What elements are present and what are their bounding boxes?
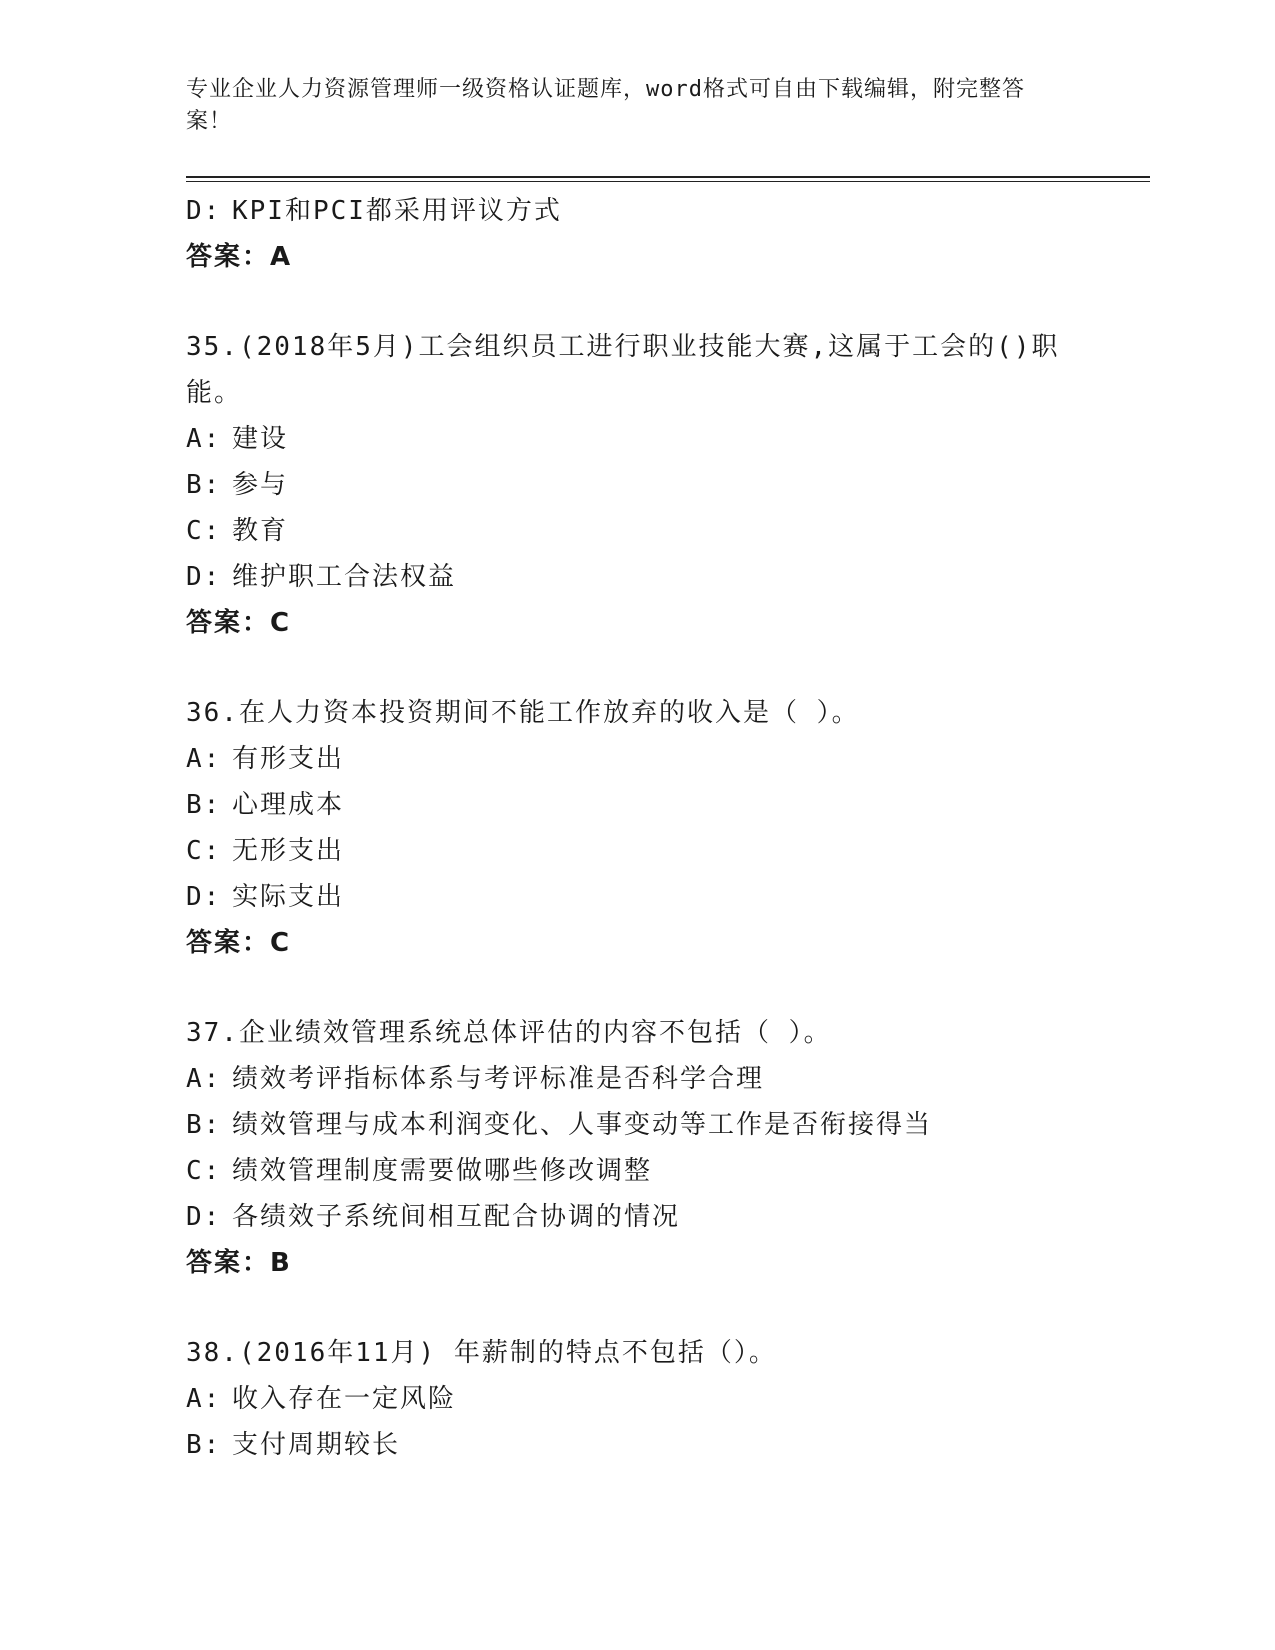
option-text: 参与	[232, 470, 289, 500]
option-text: 收入存在一定风险	[232, 1384, 457, 1414]
option-text: KPI和PCI都采用评议方式	[232, 196, 562, 226]
option-c	[186, 828, 1086, 874]
answer-line: 答案：B	[186, 1248, 292, 1278]
option-text: 无形支出	[232, 836, 345, 866]
option-text: 教育	[232, 516, 289, 546]
header-divider	[186, 176, 1150, 178]
option-key: D:	[186, 882, 222, 912]
option-text: 绩效管理制度需要做哪些修改调整	[232, 1156, 653, 1186]
option-b	[186, 782, 1086, 828]
option-key: B:	[186, 790, 222, 820]
question-36	[186, 690, 1086, 966]
option-text: 绩效管理与成本利润变化、人事变动等工作是否衔接得当	[232, 1110, 933, 1140]
option-key: D:	[186, 196, 222, 226]
option-a	[186, 416, 1086, 462]
option-key: B:	[186, 1110, 222, 1140]
answer-line: 答案：C	[186, 608, 292, 638]
option-key: B:	[186, 1430, 222, 1460]
question-stem: 38.(2016年11月) 年薪制的特点不包括（）。	[186, 1338, 777, 1368]
option-d	[186, 554, 1086, 600]
page-header-text: 专业企业人力资源管理师一级资格认证题库，word格式可自由下载编辑，附完整答案！	[186, 77, 1025, 134]
option-key: A:	[186, 1064, 222, 1094]
option-b	[186, 1102, 1086, 1148]
question-38	[186, 1330, 1086, 1468]
option-a	[186, 1376, 1086, 1422]
answer-line: 答案：C	[186, 928, 292, 958]
option-text: 心理成本	[232, 790, 345, 820]
option-key: D:	[186, 562, 222, 592]
option-b	[186, 462, 1086, 508]
option-key: B:	[186, 470, 222, 500]
option-b	[186, 1422, 1086, 1468]
option-text: 绩效考评指标体系与考评标准是否科学合理	[232, 1064, 765, 1094]
question-list	[186, 188, 1086, 1468]
option-key: A:	[186, 744, 222, 774]
option-a	[186, 736, 1086, 782]
option-key: D:	[186, 1202, 222, 1232]
question-stem: 35.(2018年5月)工会组织员工进行职业技能大赛,这属于工会的()职能。	[186, 332, 1060, 408]
option-text: 实际支出	[232, 882, 345, 912]
option-text: 建设	[232, 424, 289, 454]
option-key: A:	[186, 1384, 222, 1414]
option-c	[186, 508, 1086, 554]
question-35	[186, 324, 1086, 646]
option-a	[186, 1056, 1086, 1102]
option-d	[186, 188, 1086, 234]
question-stem: 37.企业绩效管理系统总体评估的内容不包括（ ）。	[186, 1018, 832, 1048]
header-divider-thin	[186, 181, 1150, 182]
question-tail	[186, 188, 1086, 280]
option-c	[186, 1148, 1086, 1194]
option-key: A:	[186, 424, 222, 454]
question-stem: 36.在人力资本投资期间不能工作放弃的收入是（ ）。	[186, 698, 860, 728]
option-text: 支付周期较长	[232, 1430, 401, 1460]
option-text: 维护职工合法权益	[232, 562, 457, 592]
option-d	[186, 874, 1086, 920]
option-key: C:	[186, 516, 222, 546]
option-key: C:	[186, 836, 222, 866]
question-37	[186, 1010, 1086, 1286]
option-d	[186, 1194, 1086, 1240]
option-key: C:	[186, 1156, 222, 1186]
answer-line: 答案：A	[186, 242, 293, 272]
option-text: 各绩效子系统间相互配合协调的情况	[232, 1202, 681, 1232]
option-text: 有形支出	[232, 744, 345, 774]
